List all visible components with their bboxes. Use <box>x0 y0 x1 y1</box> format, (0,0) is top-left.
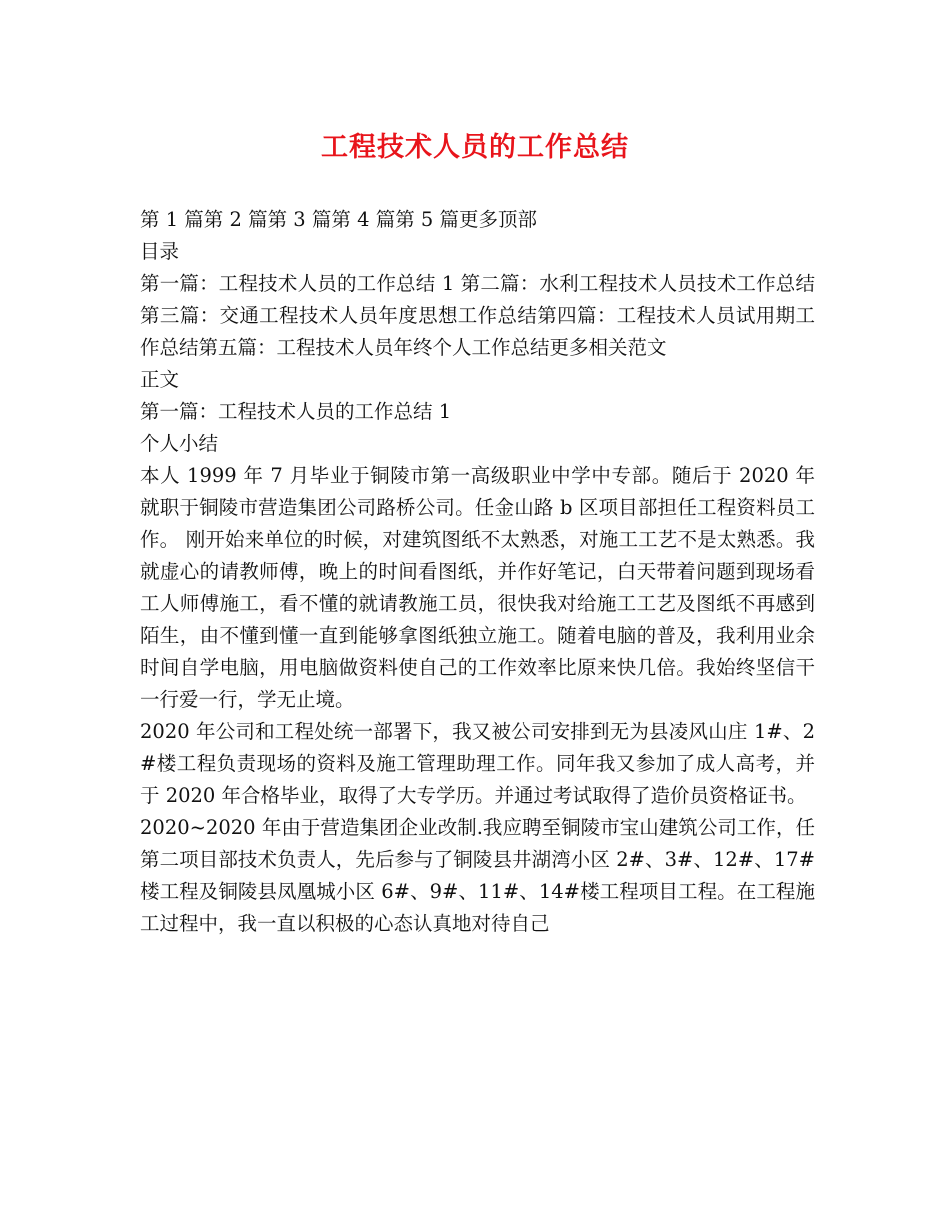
body-heading: 正文 <box>140 368 180 391</box>
toc-heading: 目录 <box>140 240 180 263</box>
paragraph: 2020~2020 年由于营造集团企业改制.我应聘至铜陵市宝山建筑公司工作，任第二项目部技术负责人，先后参与了铜陵县井湖湾小区 2#、3#、12#、17#楼工程及铜陵县凤凰城小区 6#、9#、11#、14#楼工程项目工程。在工程施工过程中，我一直以积极的心态认真地对待自己 <box>140 816 815 935</box>
paragraph: 本人 1999 年 7 月毕业于铜陵市第一高级职业中学中专部。随后于 2020 年就职于铜陵市营造集团公司路桥公司。任金山路 b 区项目部担任工程资料员工作。 刚开始来单位的时候，对建筑图纸不太熟悉，对施工工艺不是太熟悉。我就虚心的请教师傅，晚上的时间看图纸，并作好笔记，白天带着问题到现场看工人师傅施工，看不懂的就请教施工员，很快我对给施工工艺及图纸不再感到陌生，由不懂到懂一直到能够拿图纸独立施工。随着电脑的普及，我利用业余时间自学电脑，用电脑做资料使自己的工作效率比原来快几倍。我始终坚信干一行爱一行，学无止境。 <box>140 464 815 711</box>
section-heading: 个人小结 <box>140 432 219 455</box>
nav-links: 第 1 篇第 2 篇第 3 篇第 4 篇第 5 篇更多顶部 <box>140 208 538 231</box>
document-body <box>140 204 815 940</box>
toc-text: 第一篇：工程技术人员的工作总结 1 第二篇：水利工程技术人员技术工作总结第三篇：交通工程技术人员年度思想工作总结第四篇：工程技术人员试用期工作总结第五篇：工程技术人员年终个人工作总结更多相关范文 <box>140 272 815 359</box>
paragraph: 2020 年公司和工程处统一部署下，我又被公司安排到无为县凌风山庄 1#、2#楼工程负责现场的资料及施工管理助理工作。同年我又参加了成人高考，并于 2020 年合格毕业，取得了大专学历。并通过考试取得了造价员资格证书。 <box>140 720 815 807</box>
article-title: 第一篇：工程技术人员的工作总结 1 <box>140 400 452 423</box>
document-title: 工程技术人员的工作总结 <box>321 132 629 163</box>
